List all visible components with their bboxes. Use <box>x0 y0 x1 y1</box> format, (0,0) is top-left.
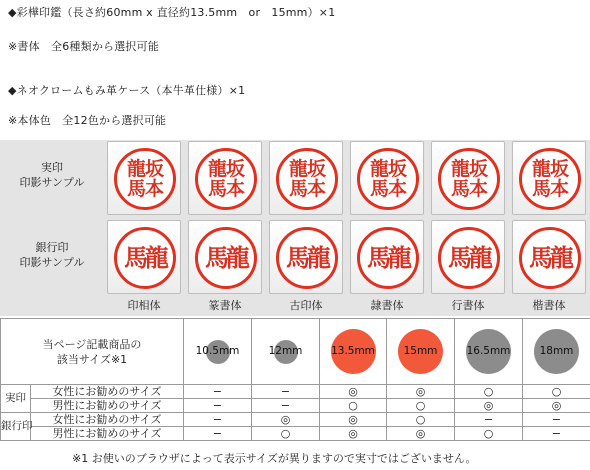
ginko-seal-cell <box>350 220 424 294</box>
jitsuin-seal-cell <box>188 141 262 215</box>
jitsuin-seal-cell <box>512 141 586 215</box>
size-table-header-label: 当ページ記載商品の 該当サイズ※1 <box>1 319 184 385</box>
jitsuin-seal-image <box>519 148 581 210</box>
recommendation-mark: − <box>523 413 590 427</box>
seal-glyphs: 龍坂 馬本 <box>531 158 568 200</box>
jitsuin-seal-image <box>195 148 257 210</box>
size-column-header <box>387 319 455 385</box>
recommendation-mark: − <box>252 385 320 399</box>
seal-glyphs: 馬龍 <box>367 243 409 272</box>
recommendation-mark: ◎ <box>455 399 523 413</box>
recommendation-mark: ○ <box>455 385 523 399</box>
recommendation-mark: ○ <box>455 427 523 441</box>
recommendation-mark: ○ <box>387 413 455 427</box>
footnote: ※1 お使いのブラウザによって表示サイズが異りますので実寸ではございません。 <box>72 452 477 465</box>
recommendation-mark: − <box>523 427 590 441</box>
size-column-header <box>252 319 320 385</box>
recommendation-mark: − <box>184 399 252 413</box>
recommendation-mark: ○ <box>320 399 387 413</box>
recommendation-mark: ◎ <box>320 427 387 441</box>
seal-glyphs: 龍坂 馬本 <box>369 158 406 200</box>
recommendation-mark: ○ <box>387 399 455 413</box>
group-label: 銀行印 <box>1 413 31 441</box>
jitsuin-seal-image <box>357 148 419 210</box>
ginko-seal-image <box>519 227 581 289</box>
table-row <box>1 385 590 399</box>
jitsuin-seal-cell <box>269 141 343 215</box>
ginko-seal-cell <box>269 220 343 294</box>
row-label: 女性にお勧めのサイズ <box>31 385 184 399</box>
ginko-seal-image <box>357 227 419 289</box>
row-label: 男性にお勧めのサイズ <box>31 427 184 441</box>
recommendation-mark: ○ <box>523 385 590 399</box>
group-label: 実印 <box>1 385 31 413</box>
seal-glyphs: 龍坂 馬本 <box>450 158 487 200</box>
ginko-seal-cell <box>512 220 586 294</box>
ginko-seal-cell <box>188 220 262 294</box>
size-circle <box>195 340 240 364</box>
recommendation-mark: ◎ <box>387 427 455 441</box>
recommendation-mark: ◎ <box>320 385 387 399</box>
font-name-label: 篆書体 <box>208 299 242 312</box>
font-name-label: 隷書体 <box>370 299 404 312</box>
recommendation-mark: − <box>252 399 320 413</box>
seal-glyphs: 馬龍 <box>205 243 247 272</box>
size-column-header <box>184 319 252 385</box>
size-circle <box>268 340 303 364</box>
recommendation-mark: ◎ <box>252 413 320 427</box>
size-column-header <box>523 319 590 385</box>
size-label: 13.5mm <box>331 345 375 357</box>
size-column-header <box>455 319 523 385</box>
seal-glyphs: 馬龍 <box>286 243 328 272</box>
size-circle <box>398 329 443 374</box>
ginko-seal-cell <box>107 220 181 294</box>
table-row <box>1 413 590 427</box>
ginko-seal-image <box>276 227 338 289</box>
seal-glyphs: 馬龍 <box>448 243 490 272</box>
recommendation-mark: ○ <box>252 427 320 441</box>
color-note-line: ※本体色 全12色から選択可能 <box>8 114 167 127</box>
table-row <box>1 399 590 413</box>
jitsuin-seal-image <box>438 148 500 210</box>
seal-glyphs: 龍坂 馬本 <box>288 158 325 200</box>
font-name-label: 印相体 <box>127 299 161 312</box>
seal-glyphs: 龍坂 馬本 <box>207 158 244 200</box>
jitsuin-sample-label: 実印 印影サンプル <box>19 161 85 189</box>
jitsuin-seal-image <box>276 148 338 210</box>
size-table <box>0 318 590 441</box>
ginko-seal-image <box>114 227 176 289</box>
font-name-label: 古印体 <box>289 299 323 312</box>
row-label: 女性にお勧めのサイズ <box>31 413 184 427</box>
font-note-line: ※書体 全6種類から選択可能 <box>8 40 160 53</box>
ginko-seal-cell <box>431 220 505 294</box>
jitsuin-seal-cell <box>107 141 181 215</box>
ginko-seal-image <box>195 227 257 289</box>
ginko-seal-image <box>438 227 500 289</box>
size-circle <box>466 329 511 374</box>
row-label: 男性にお勧めのサイズ <box>31 399 184 413</box>
size-label: 15mm <box>403 345 438 357</box>
seal-glyphs: 龍坂 馬本 <box>126 158 163 200</box>
size-label: 16.5mm <box>466 345 511 357</box>
jitsuin-seal-cell <box>350 141 424 215</box>
recommendation-mark: ◎ <box>320 413 387 427</box>
recommendation-mark: − <box>455 413 523 427</box>
recommendation-mark: − <box>184 427 252 441</box>
ginko-sample-label: 銀行印 印影サンプル <box>19 241 85 269</box>
size-column-header <box>320 319 387 385</box>
size-label: 18mm <box>539 345 574 357</box>
item-seal-line: ◆彩樺印鑑（長さ約60mm x 直径約13.5mm or 15mm）×1 <box>8 6 336 19</box>
size-label: 12mm <box>268 345 303 357</box>
recommendation-mark: − <box>184 413 252 427</box>
size-circle <box>534 329 579 374</box>
size-label: 10.5mm <box>195 345 240 357</box>
recommendation-mark: ◎ <box>523 399 590 413</box>
size-circle <box>331 329 376 374</box>
font-name-label: 楷書体 <box>532 299 566 312</box>
font-name-label: 行書体 <box>451 299 485 312</box>
table-row <box>1 427 590 441</box>
jitsuin-seal-cell <box>431 141 505 215</box>
seal-glyphs: 馬龍 <box>124 243 166 272</box>
item-case-line: ◆ネオクロームもみ革ケース（本牛革仕様）×1 <box>8 84 246 97</box>
recommendation-mark: − <box>184 385 252 399</box>
recommendation-mark: ◎ <box>387 385 455 399</box>
seal-glyphs: 馬龍 <box>529 243 571 272</box>
jitsuin-seal-image <box>114 148 176 210</box>
